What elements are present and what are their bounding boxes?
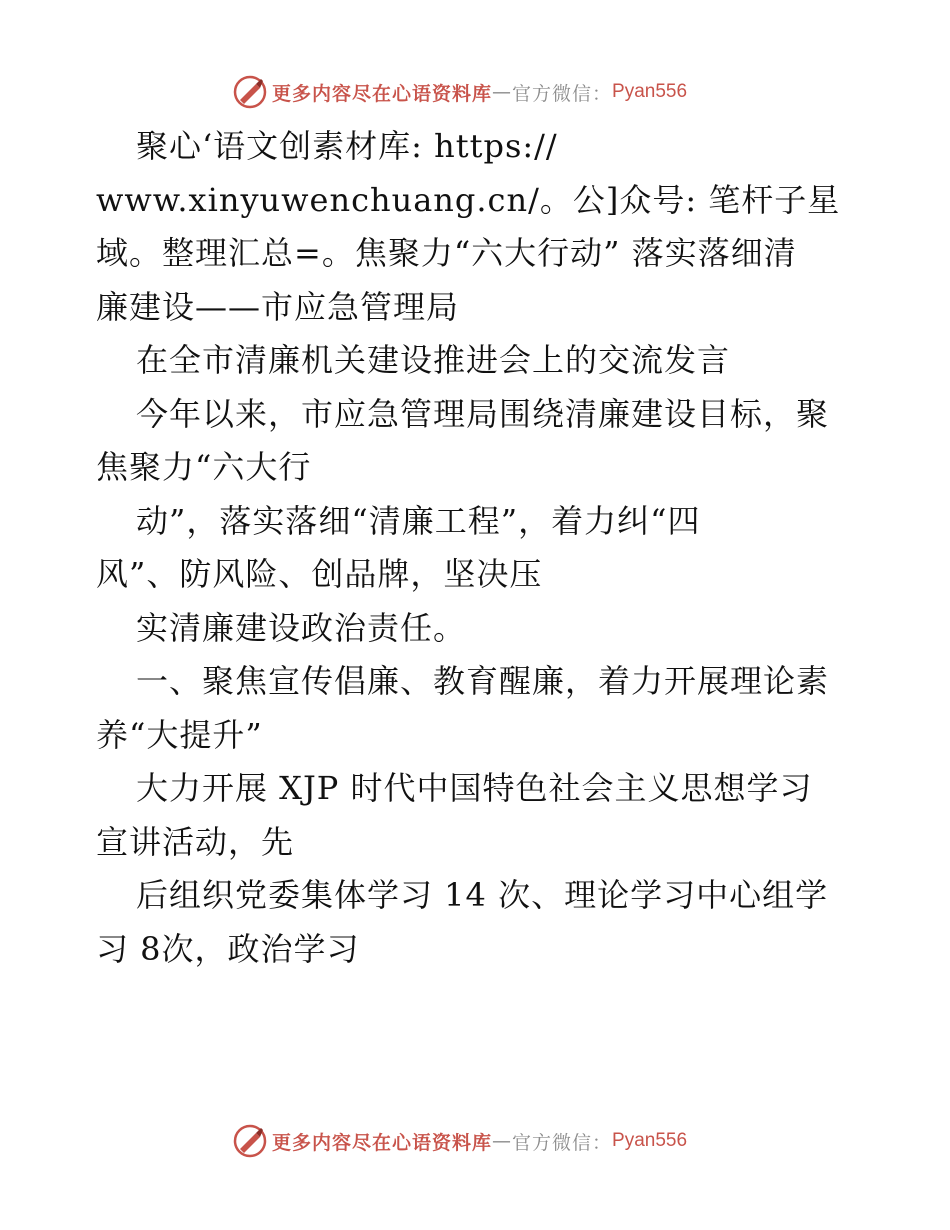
text-line: www.xinyuwenchuang.cn/。公]众号: 笔杆子星 (96, 180, 841, 219)
text-line: 习 8次，政治学习 (96, 929, 360, 968)
text-line: 焦聚力“六大行 (96, 448, 312, 486)
banner-main-text: 更多内容尽在心语资料库 (272, 82, 493, 105)
document-body (96, 120, 866, 976)
text-line: 风”、防风险、创品牌，坚决压 (96, 555, 543, 593)
banner-label: 官方微信： (512, 82, 613, 105)
text-line: 后组织党委集体学习 14 次、理论学习中心组学 (136, 876, 829, 914)
header-watermark-banner (232, 72, 687, 112)
banner-wechat-id: Pyan556 (612, 81, 688, 102)
text-line: 今年以来，市应急管理局围绕清廉建设目标，聚 (136, 394, 830, 433)
text-line: 廉建设——市应急管理局 (96, 287, 460, 326)
section-heading-cont: 养“大提升” (96, 715, 263, 754)
banner-label: 官方微信： (512, 1131, 613, 1154)
text-line: 聚心‘语文创素材库: https:// (136, 127, 558, 165)
banner-dash: — (492, 81, 513, 103)
banner-dash: — (492, 1130, 513, 1152)
text-line: 在全市清廉机关建设推进会上的交流发言 (136, 341, 731, 379)
pen-logo-icon (232, 1123, 268, 1159)
banner-main-text: 更多内容尽在心语资料库 (272, 1131, 493, 1154)
text-line: 实清廉建设政治责任。 (136, 608, 467, 647)
banner-wechat-id: Pyan556 (612, 1130, 688, 1151)
text-line: 大力开展 XJP 时代中国特色社会主义思想学习 (136, 769, 813, 807)
text-line: 域。整理汇总=。焦聚力“六大行动” 落实落细清 (96, 234, 797, 272)
text-line: 动”，落实落细“清廉工程”，着力纠“四 (136, 501, 701, 540)
text-line: 宣讲活动，先 (96, 822, 295, 861)
section-heading: 一、聚焦宣传倡廉、教育醒廉，着力开展理论素 (136, 662, 830, 700)
pen-logo-icon (232, 74, 268, 110)
footer-watermark-banner (232, 1121, 687, 1161)
